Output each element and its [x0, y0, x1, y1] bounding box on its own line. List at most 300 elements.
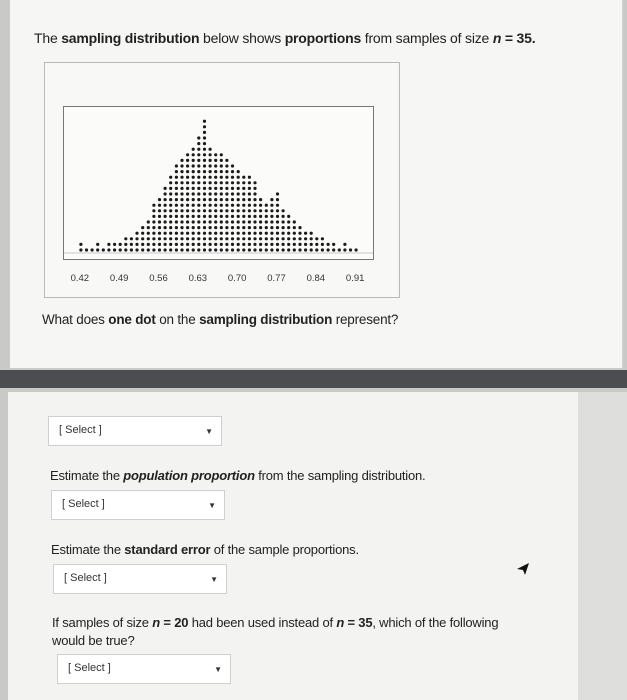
data-dot	[293, 226, 296, 229]
data-dot	[209, 209, 212, 212]
data-dot	[147, 232, 150, 235]
data-dot	[237, 237, 240, 240]
data-dot	[220, 243, 223, 246]
data-dot	[113, 243, 116, 246]
data-dot	[141, 232, 144, 235]
data-dot	[225, 237, 228, 240]
data-dot	[242, 192, 245, 195]
data-dot	[203, 215, 206, 218]
data-dot	[158, 243, 161, 246]
data-dot	[175, 215, 178, 218]
data-dot	[214, 198, 217, 201]
data-dot	[265, 204, 268, 207]
data-dot	[259, 198, 262, 201]
data-dot	[203, 181, 206, 184]
data-dot	[310, 237, 313, 240]
data-dot	[276, 232, 279, 235]
data-dot	[270, 209, 273, 212]
data-dot	[220, 237, 223, 240]
data-dot	[135, 243, 138, 246]
data-dot	[158, 226, 161, 229]
data-dot	[220, 192, 223, 195]
data-dot	[214, 153, 217, 156]
dropdown-arrow-icon: ▼	[210, 575, 218, 584]
data-dot	[192, 226, 195, 229]
data-dot	[242, 181, 245, 184]
data-dot	[192, 159, 195, 162]
data-dot	[237, 176, 240, 179]
data-dot	[220, 153, 223, 156]
data-dot	[141, 243, 144, 246]
data-dot	[203, 170, 206, 173]
data-dot	[113, 248, 116, 251]
data-dot	[169, 248, 172, 251]
data-dot	[197, 159, 200, 162]
data-dot	[231, 248, 234, 251]
data-dot	[152, 209, 155, 212]
data-dot	[220, 176, 223, 179]
data-dot	[209, 215, 212, 218]
data-dot	[186, 164, 189, 167]
data-dot	[209, 232, 212, 235]
data-dot	[253, 226, 256, 229]
data-dot	[203, 148, 206, 151]
data-dot	[293, 232, 296, 235]
data-dot	[327, 248, 330, 251]
data-dot	[147, 226, 150, 229]
data-dot	[192, 164, 195, 167]
data-dot	[175, 170, 178, 173]
data-dot	[158, 232, 161, 235]
data-dot	[225, 248, 228, 251]
data-dot	[214, 248, 217, 251]
data-dot	[175, 164, 178, 167]
data-dot	[209, 243, 212, 246]
data-dot	[186, 209, 189, 212]
data-dot	[310, 243, 313, 246]
select-dot-meaning-value: [ Select ]	[59, 424, 102, 436]
data-dot	[209, 198, 212, 201]
data-dot	[197, 153, 200, 156]
data-dot	[192, 198, 195, 201]
data-dot	[310, 248, 313, 251]
data-dot	[197, 215, 200, 218]
data-dot	[192, 232, 195, 235]
data-dot	[310, 232, 313, 235]
data-dot	[265, 226, 268, 229]
data-dot	[130, 248, 133, 251]
data-dot	[192, 192, 195, 195]
data-dot	[242, 226, 245, 229]
data-dot	[248, 204, 251, 207]
data-dot	[298, 248, 301, 251]
data-dot	[214, 243, 217, 246]
data-dot	[237, 187, 240, 190]
data-dot	[102, 248, 105, 251]
data-dot	[186, 198, 189, 201]
data-dot	[214, 159, 217, 162]
data-dot	[186, 159, 189, 162]
data-dot	[225, 192, 228, 195]
data-dot	[186, 176, 189, 179]
select-population-proportion[interactable]	[51, 490, 225, 520]
data-dot	[248, 187, 251, 190]
data-dot	[242, 237, 245, 240]
data-dot	[124, 237, 127, 240]
data-dot	[220, 170, 223, 173]
data-dot	[231, 226, 234, 229]
data-dot	[152, 204, 155, 207]
data-dot	[180, 232, 183, 235]
data-dot	[248, 243, 251, 246]
data-dot	[248, 237, 251, 240]
data-dot	[175, 232, 178, 235]
data-dot	[225, 226, 228, 229]
data-dot	[253, 232, 256, 235]
data-dot	[298, 237, 301, 240]
data-dot	[220, 204, 223, 207]
data-dot	[197, 187, 200, 190]
data-dot	[237, 181, 240, 184]
data-dot	[298, 243, 301, 246]
data-dot	[203, 232, 206, 235]
data-dot	[180, 215, 183, 218]
data-dot	[180, 164, 183, 167]
data-dot	[135, 237, 138, 240]
data-dot	[209, 159, 212, 162]
data-dot	[259, 243, 262, 246]
data-dot	[186, 181, 189, 184]
data-dot	[214, 209, 217, 212]
data-dot	[270, 232, 273, 235]
data-dot	[276, 204, 279, 207]
data-dot	[343, 243, 346, 246]
data-dot	[180, 237, 183, 240]
data-dot	[209, 192, 212, 195]
dot-plot-svg	[64, 107, 373, 259]
dropdown-arrow-icon: ▼	[208, 501, 216, 510]
data-dot	[253, 248, 256, 251]
data-dot	[79, 248, 82, 251]
data-dot	[220, 232, 223, 235]
data-dot	[355, 248, 358, 251]
data-dot	[169, 220, 172, 223]
data-dot	[225, 220, 228, 223]
data-dot	[231, 220, 234, 223]
data-dot	[214, 237, 217, 240]
data-dot	[186, 232, 189, 235]
data-dot	[220, 215, 223, 218]
data-dot	[282, 232, 285, 235]
data-dot	[175, 192, 178, 195]
question-standard-error: Estimate the standard error of the sample proportions.	[51, 542, 359, 557]
data-dot	[203, 237, 206, 240]
data-dot	[203, 220, 206, 223]
data-dot	[197, 209, 200, 212]
data-dot	[130, 243, 133, 246]
dot-plot	[63, 106, 374, 260]
data-dot	[253, 204, 256, 207]
data-dot	[164, 243, 167, 246]
data-dot	[214, 232, 217, 235]
data-dot	[203, 131, 206, 134]
data-dot	[214, 187, 217, 190]
data-dot	[231, 192, 234, 195]
data-dot	[186, 220, 189, 223]
data-dot	[248, 232, 251, 235]
data-dot	[332, 243, 335, 246]
data-dot	[197, 192, 200, 195]
data-dot	[186, 215, 189, 218]
data-dot	[209, 248, 212, 251]
data-dot	[220, 164, 223, 167]
chart-frame	[44, 62, 400, 298]
data-dot	[192, 220, 195, 223]
data-dot	[96, 248, 99, 251]
right-margin	[578, 392, 627, 700]
data-dot	[248, 176, 251, 179]
data-dot	[192, 181, 195, 184]
data-dot	[152, 248, 155, 251]
data-dot	[220, 220, 223, 223]
data-dot	[180, 248, 183, 251]
data-dot	[180, 226, 183, 229]
data-dot	[276, 243, 279, 246]
data-dot	[175, 220, 178, 223]
data-dot	[175, 237, 178, 240]
data-dot	[259, 215, 262, 218]
data-dot	[192, 237, 195, 240]
data-dot	[119, 243, 122, 246]
question-intro: The sampling distribution below shows proportions from samples of size n = 35.	[34, 30, 536, 46]
data-dot	[164, 226, 167, 229]
data-dot	[225, 209, 228, 212]
data-dot	[231, 215, 234, 218]
data-dot	[209, 237, 212, 240]
data-dot	[242, 220, 245, 223]
data-dot	[220, 187, 223, 190]
data-dot	[152, 237, 155, 240]
data-dot	[164, 187, 167, 190]
data-dot	[192, 187, 195, 190]
data-dot	[197, 237, 200, 240]
data-dot	[197, 164, 200, 167]
data-dot	[197, 170, 200, 173]
data-dot	[107, 243, 110, 246]
data-dot	[197, 176, 200, 179]
data-dot	[180, 192, 183, 195]
x-tick-label: 0.91	[345, 273, 365, 284]
data-dot	[175, 181, 178, 184]
data-dot	[214, 204, 217, 207]
data-dot	[209, 204, 212, 207]
data-dot	[282, 243, 285, 246]
data-dot	[293, 248, 296, 251]
data-dot	[276, 209, 279, 212]
data-dot	[259, 226, 262, 229]
data-dot	[164, 215, 167, 218]
data-dot	[169, 198, 172, 201]
data-dot	[197, 148, 200, 151]
mouse-cursor-icon	[516, 562, 530, 576]
data-dot	[237, 192, 240, 195]
data-dot	[197, 220, 200, 223]
data-dot	[220, 159, 223, 162]
data-dot	[231, 181, 234, 184]
data-dot	[315, 248, 318, 251]
data-dot	[158, 220, 161, 223]
data-dot	[209, 170, 212, 173]
data-dot	[265, 232, 268, 235]
data-dot	[141, 237, 144, 240]
select-standard-error[interactable]	[53, 564, 227, 594]
data-dot	[180, 243, 183, 246]
x-tick-label: 0.84	[306, 273, 326, 284]
data-dot	[304, 248, 307, 251]
data-dot	[169, 243, 172, 246]
question-card-top	[10, 0, 623, 368]
data-dot	[164, 220, 167, 223]
data-dot	[259, 237, 262, 240]
select-sample-size-change-value: [ Select ]	[68, 662, 111, 674]
data-dot	[276, 226, 279, 229]
data-dot	[192, 204, 195, 207]
data-dot	[265, 248, 268, 251]
data-dot	[338, 248, 341, 251]
data-dot	[96, 243, 99, 246]
data-dot	[220, 209, 223, 212]
data-dot	[197, 198, 200, 201]
data-dot	[203, 198, 206, 201]
data-dot	[253, 181, 256, 184]
data-dot	[186, 226, 189, 229]
data-dot	[321, 243, 324, 246]
data-dot	[315, 243, 318, 246]
data-dot	[209, 148, 212, 151]
data-dot	[332, 248, 335, 251]
data-dot	[203, 248, 206, 251]
select-sample-size-change[interactable]	[57, 654, 231, 684]
data-dot	[242, 187, 245, 190]
data-dot	[237, 204, 240, 207]
data-dot	[79, 243, 82, 246]
data-dot	[253, 198, 256, 201]
data-dot	[192, 209, 195, 212]
data-dot	[197, 181, 200, 184]
data-dot	[203, 120, 206, 123]
data-dot	[248, 192, 251, 195]
data-dot	[276, 198, 279, 201]
data-dot	[147, 248, 150, 251]
data-dot	[287, 248, 290, 251]
data-dot	[197, 243, 200, 246]
data-dot	[169, 226, 172, 229]
data-dot	[237, 243, 240, 246]
data-dot	[287, 220, 290, 223]
data-dot	[175, 226, 178, 229]
data-dot	[158, 198, 161, 201]
data-dot	[259, 220, 262, 223]
data-dot	[209, 187, 212, 190]
data-dot	[225, 176, 228, 179]
data-dot	[225, 164, 228, 167]
data-dot	[203, 243, 206, 246]
data-dot	[225, 215, 228, 218]
data-dot	[270, 198, 273, 201]
data-dot	[192, 243, 195, 246]
data-dot	[197, 142, 200, 145]
data-dot	[169, 192, 172, 195]
data-dot	[231, 243, 234, 246]
data-dot	[231, 237, 234, 240]
data-dot	[169, 237, 172, 240]
data-dot	[276, 237, 279, 240]
data-dot	[158, 204, 161, 207]
data-dot	[253, 243, 256, 246]
data-dot	[192, 170, 195, 173]
data-dot	[152, 220, 155, 223]
data-dot	[225, 204, 228, 207]
data-dot	[293, 237, 296, 240]
data-dot	[225, 232, 228, 235]
data-dot	[270, 243, 273, 246]
data-dot	[175, 198, 178, 201]
data-dot	[180, 187, 183, 190]
data-dot	[180, 209, 183, 212]
data-dot	[192, 176, 195, 179]
data-dot	[265, 209, 268, 212]
data-dot	[169, 204, 172, 207]
data-dot	[214, 192, 217, 195]
data-dot	[124, 243, 127, 246]
x-tick-label: 0.49	[109, 273, 129, 284]
data-dot	[175, 243, 178, 246]
data-dot	[265, 215, 268, 218]
data-dot	[209, 153, 212, 156]
data-dot	[304, 237, 307, 240]
data-dot	[203, 142, 206, 145]
data-dot	[214, 226, 217, 229]
data-dot	[248, 248, 251, 251]
data-dot	[276, 220, 279, 223]
data-dot	[147, 237, 150, 240]
data-dot	[220, 248, 223, 251]
data-dot	[237, 209, 240, 212]
data-dot	[169, 232, 172, 235]
data-dot	[220, 181, 223, 184]
data-dot	[158, 209, 161, 212]
data-dot	[248, 226, 251, 229]
data-dot	[287, 243, 290, 246]
data-dot	[169, 176, 172, 179]
data-dot	[225, 198, 228, 201]
select-dot-meaning[interactable]	[48, 416, 222, 446]
data-dot	[349, 248, 352, 251]
data-dot	[270, 220, 273, 223]
data-dot	[203, 164, 206, 167]
data-dot	[287, 215, 290, 218]
x-tick-label: 0.77	[267, 273, 286, 284]
data-dot	[282, 226, 285, 229]
data-dot	[259, 209, 262, 212]
data-dot	[197, 136, 200, 139]
data-dot	[192, 215, 195, 218]
data-dot	[186, 248, 189, 251]
data-dot	[203, 187, 206, 190]
data-dot	[220, 226, 223, 229]
data-dot	[152, 232, 155, 235]
data-dot	[298, 232, 301, 235]
